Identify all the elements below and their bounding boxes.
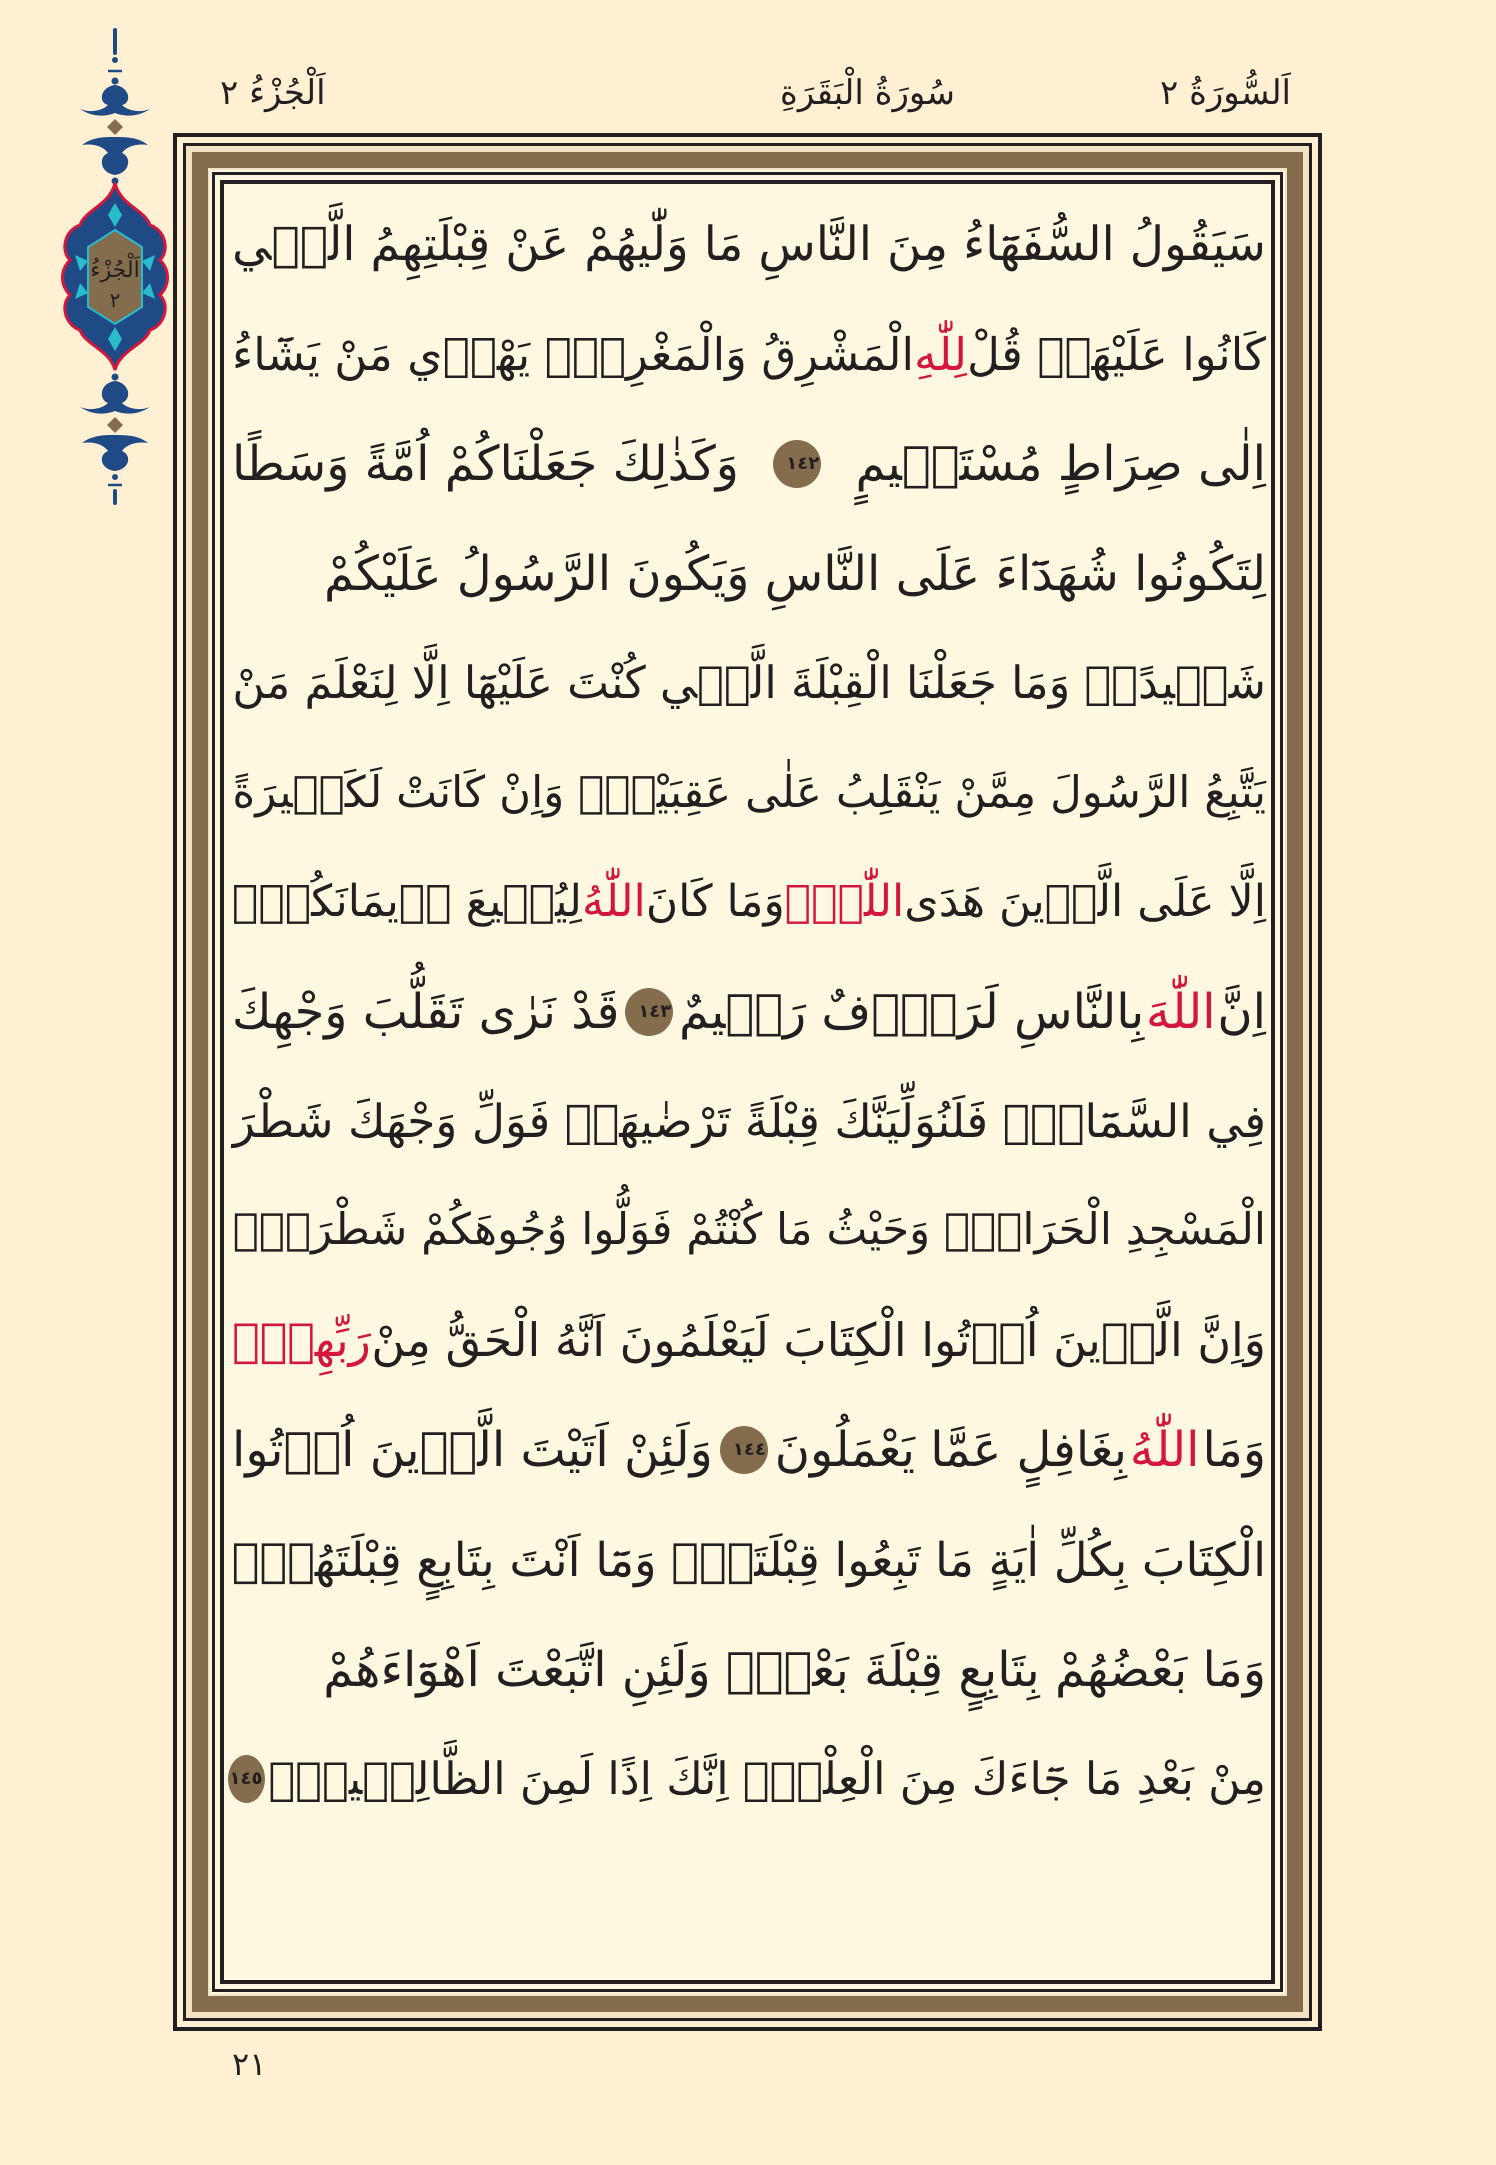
- verse-text: مِنْ بَعْدِ مَا جَٓاءَكَ مِنَ الْعِلْمِۙ اِنَّكَ اِذًا لَمِنَ الظَّالِم۪ينَۢ: [268, 1752, 1266, 1805]
- verse-text: اِنَّ: [1217, 983, 1266, 1040]
- text-line: [232, 1067, 1266, 1177]
- verse-text: وَمَا بَعْضُهُمْ بِتَابِعٍ قِبْلَةَ بَعْضٍۜ وَلَئِنِ اتَّبَعْتَ اَهْوَٓاءَهُمْ: [323, 1641, 1266, 1698]
- svg-text:اَلْجُزْءُ: اَلْجُزْءُ: [90, 258, 140, 283]
- divine-name-text: لِلّٰهِ: [914, 327, 968, 381]
- verse-text: وَمَا: [1202, 1422, 1266, 1479]
- juz-medallion-icon: [20, 25, 180, 505]
- text-line: [229, 1724, 1266, 1834]
- verse-text: وَمَا كَانَ: [645, 876, 785, 928]
- ayah-number-marker: ١٤٣: [627, 990, 671, 1034]
- verse-text: اِلٰى صِرَاطٍ مُسْتَق۪يمٍ: [855, 435, 1266, 492]
- verse-text: الْمَشْرِقُ وَالْمَغْرِبُۜ يَهْد۪ي مَنْ يَشَٓاءُ: [232, 327, 915, 381]
- text-line: [232, 957, 1266, 1067]
- text-line: [232, 1286, 1266, 1396]
- verse-text: الْمَسْجِدِ الْحَرَامِۜ وَحَيْثُ مَا كُنْتُمْ فَوَلُّوا وُجُوهَكُمْ شَطْرَهُۜ: [232, 1205, 1266, 1256]
- divine-name-text: اللّٰهَ: [1146, 983, 1216, 1040]
- text-line: [232, 519, 1266, 629]
- text-line: [232, 848, 1266, 958]
- header-juz-label: اَلْجُزْءُ ٢: [220, 73, 326, 113]
- text-line: [232, 190, 1266, 300]
- divine-name-text: اللّٰهُۜ: [784, 876, 905, 928]
- quran-text-panel: [229, 190, 1266, 1834]
- header-surah-number: اَلسُّورَةُ ٢: [1160, 73, 1292, 113]
- text-line: [232, 300, 1266, 410]
- text-line: [232, 628, 1266, 738]
- verse-text: لِتَكُونُوا شُهَدَٓاءَ عَلَى النَّاسِ وَيَكُونَ الرَّسُولُ عَلَيْكُمْ: [324, 545, 1266, 602]
- verse-text: بِغَافِلٍ عَمَّا يَعْمَلُونَ: [774, 1422, 1127, 1479]
- verse-text: كَانُوا عَلَيْهَاۜ قُلْ: [967, 327, 1266, 381]
- ayah-number-marker: ١٤٤: [722, 1428, 766, 1472]
- divine-name-text: رَبِّهِمْۜ: [232, 1312, 371, 1367]
- page-number: ٢١: [232, 2045, 267, 2083]
- text-line: [232, 738, 1266, 848]
- text-line: [232, 1396, 1266, 1506]
- verse-text: وَلَئِنْ اَتَيْتَ الَّذ۪ينَ اُو۫تُوا: [232, 1422, 713, 1479]
- text-line: [232, 1615, 1266, 1725]
- divine-name-text: اللّٰهُ: [581, 876, 646, 928]
- verse-text: بِالنَّاسِ لَرَؤُ۫فٌ رَح۪يمٌ: [678, 983, 1145, 1040]
- verse-text: وَاِنَّ الَّذ۪ينَ اُو۫تُوا الْكِتَابَ لَيَعْلَمُونَ اَنَّهُ الْحَقُّ مِنْ: [371, 1312, 1266, 1367]
- ayah-number-marker: ١٤٢: [775, 442, 819, 486]
- text-line: [232, 1176, 1266, 1286]
- verse-text: يَتَّبِعُ الرَّسُولَ مِمَّنْ يَنْقَلِبُ عَلٰى عَقِبَيْهِۜ وَاِنْ كَانَتْ لَكَب۪يرَةً: [232, 766, 1266, 818]
- verse-text: شَه۪يدًاۜ وَمَا جَعَلْنَا الْقِبْلَةَ الَّت۪ي كُنْتَ عَلَيْهَٓا اِلَّا لِنَعْلَمَ مَنْ: [232, 656, 1266, 709]
- verse-text: سَيَقُولُ السُّفَهَٓاءُ مِنَ النَّاسِ مَا وَلّٰيهُمْ عَنْ قِبْلَتِهِمُ الَّت۪ي: [232, 217, 1266, 273]
- verse-text: وَكَذٰلِكَ جَعَلْنَاكُمْ اُمَّةً وَسَطًا: [232, 435, 739, 492]
- verse-text: الْكِتَابَ بِكُلِّ اٰيَةٍ مَا تَبِعُوا قِبْلَتَكَۚ وَمَٓا اَنْتَ بِتَابِعٍ قِبْلَتَهُمْۚ: [231, 1532, 1266, 1587]
- juz-ornament: [20, 25, 180, 505]
- text-line: [232, 409, 1266, 519]
- verse-text: قَدْ نَرٰى تَقَلُّبَ وَجْهِكَ: [232, 983, 620, 1040]
- ayah-number-marker: ١٤٥: [230, 1757, 263, 1801]
- divine-name-text: اللّٰهُ: [1129, 1422, 1200, 1479]
- verse-text: فِي السَّمَٓاءِۚ فَلَنُوَلِّيَنَّكَ قِبْلَةً تَرْضٰيهَاۖ فَوَلِّ وَجْهَكَ شَطْرَ: [232, 1094, 1266, 1148]
- verse-text: لِيُض۪يعَ ا۪يمَانَكُمْۜ: [232, 876, 582, 928]
- svg-text:٢: ٢: [109, 288, 121, 312]
- text-line: [232, 1505, 1266, 1615]
- header-surah-name: سُورَةُ الْبَقَرَةِ: [780, 73, 955, 113]
- verse-text: اِلَّا عَلَى الَّذ۪ينَ هَدَى: [904, 876, 1266, 928]
